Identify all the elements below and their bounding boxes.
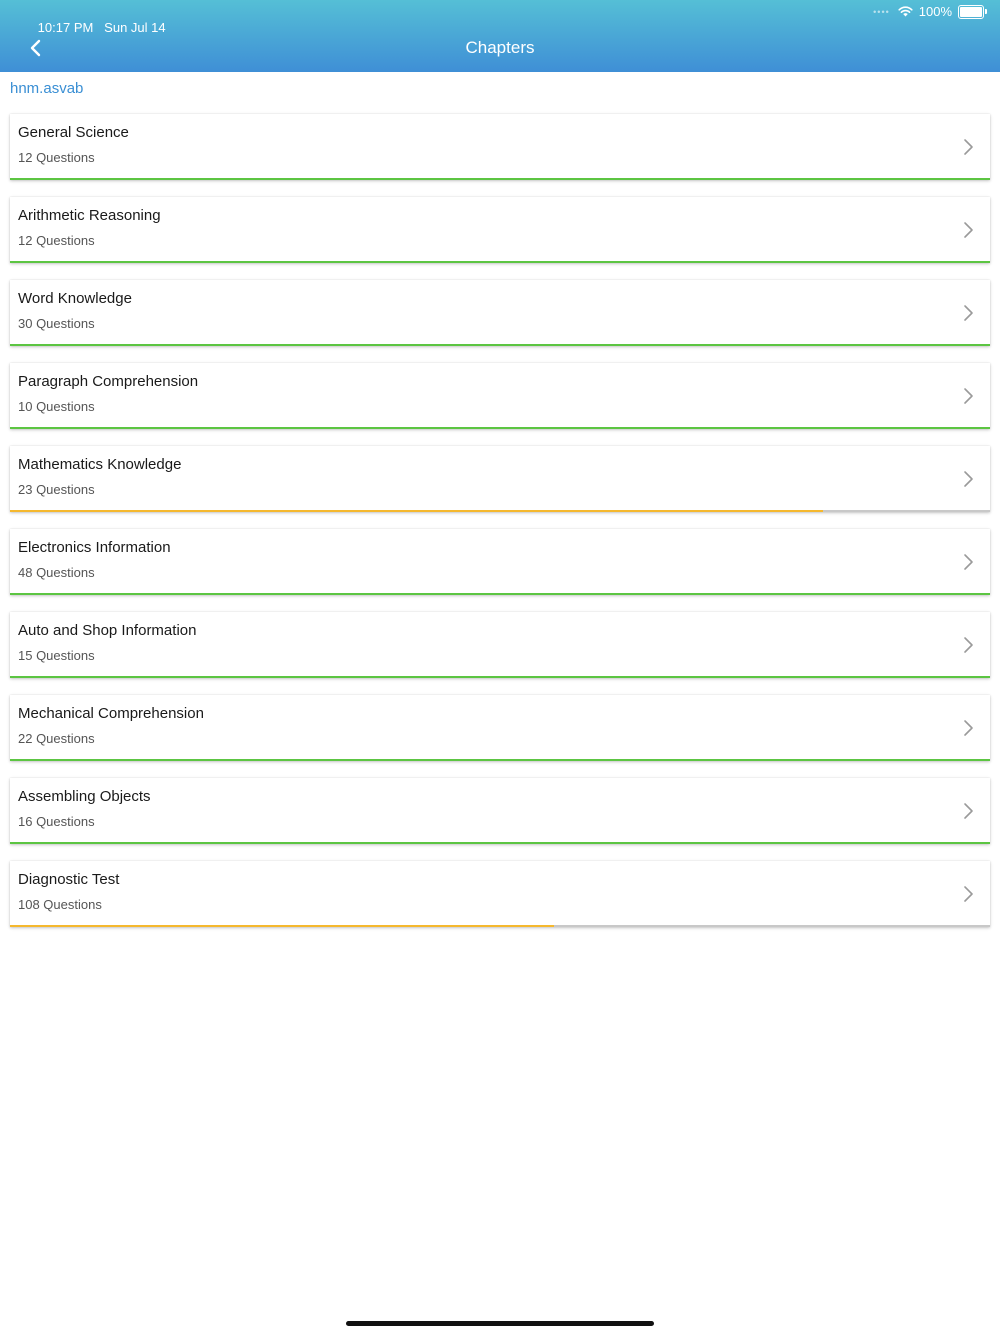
chapter-title: Mechanical Comprehension <box>18 705 204 722</box>
progress-bar <box>10 427 990 429</box>
chapter-card[interactable] <box>10 280 990 346</box>
progress-bar-fill <box>10 925 554 927</box>
chapter-title: Arithmetic Reasoning <box>18 207 161 224</box>
chapter-question-count: 22 Questions <box>18 731 95 746</box>
chapter-card[interactable] <box>10 446 990 512</box>
chapter-card[interactable] <box>10 363 990 429</box>
chevron-right-icon <box>962 635 976 655</box>
status-bar <box>0 0 1000 35</box>
progress-bar <box>10 759 990 761</box>
chapter-title: Mathematics Knowledge <box>18 456 182 473</box>
page-title: Chapters <box>465 38 535 57</box>
chapter-card[interactable] <box>10 778 990 844</box>
chapter-title: Word Knowledge <box>18 290 132 307</box>
signal-dots-icon: •••• <box>873 6 890 17</box>
chapter-question-count: 30 Questions <box>18 316 95 331</box>
chapter-question-count: 10 Questions <box>18 399 95 414</box>
chapter-title: Paragraph Comprehension <box>18 373 199 390</box>
chapter-title: Diagnostic Test <box>18 871 120 888</box>
progress-bar-fill <box>10 842 990 844</box>
chapter-card[interactable] <box>10 114 990 180</box>
breadcrumb[interactable]: hnm.asvab <box>10 80 84 97</box>
progress-bar-fill <box>10 261 990 263</box>
chapter-card[interactable] <box>10 861 990 927</box>
chapter-question-count: 23 Questions <box>18 482 95 497</box>
progress-bar-fill <box>10 510 823 512</box>
chapter-list <box>10 114 990 944</box>
progress-bar-fill <box>10 676 990 678</box>
battery-icon <box>958 5 984 19</box>
progress-bar-fill <box>10 427 990 429</box>
chapter-title: Assembling Objects <box>18 788 151 805</box>
chapter-title: General Science <box>18 124 129 141</box>
progress-bar <box>10 842 990 844</box>
progress-bar-fill <box>10 344 990 346</box>
progress-bar <box>10 261 990 263</box>
nav-bar <box>0 24 1000 72</box>
progress-bar <box>10 178 990 180</box>
progress-bar-fill <box>10 759 990 761</box>
chapter-question-count: 12 Questions <box>18 150 95 165</box>
progress-bar <box>10 593 990 595</box>
chapter-title: Auto and Shop Information <box>18 622 197 639</box>
battery-percent: 100% <box>918 4 952 19</box>
chapter-question-count: 108 Questions <box>18 897 102 912</box>
chapter-card[interactable] <box>10 529 990 595</box>
chevron-right-icon <box>962 386 976 406</box>
chapter-question-count: 15 Questions <box>18 648 95 663</box>
chapter-card[interactable] <box>10 612 990 678</box>
progress-bar <box>10 344 990 346</box>
chevron-right-icon <box>962 303 976 323</box>
progress-bar-fill <box>10 593 990 595</box>
chevron-right-icon <box>962 552 976 572</box>
header <box>0 0 1000 72</box>
chevron-right-icon <box>962 137 976 157</box>
chapter-card[interactable] <box>10 197 990 263</box>
home-indicator[interactable] <box>346 1321 654 1326</box>
chapter-question-count: 48 Questions <box>18 565 95 580</box>
chevron-right-icon <box>962 801 976 821</box>
chevron-right-icon <box>962 220 976 240</box>
status-date: Sun Jul 14 <box>104 20 166 35</box>
chapter-card[interactable] <box>10 695 990 761</box>
chevron-right-icon <box>962 718 976 738</box>
chapter-question-count: 12 Questions <box>18 233 95 248</box>
progress-bar <box>10 925 990 927</box>
chevron-right-icon <box>962 469 976 489</box>
wifi-icon <box>898 6 913 17</box>
chevron-right-icon <box>962 884 976 904</box>
status-time: 10:17 PM <box>37 20 94 35</box>
chapter-title: Electronics Information <box>18 539 171 556</box>
chapter-question-count: 16 Questions <box>18 814 95 829</box>
progress-bar <box>10 676 990 678</box>
progress-bar <box>10 510 990 512</box>
progress-bar-fill <box>10 178 990 180</box>
